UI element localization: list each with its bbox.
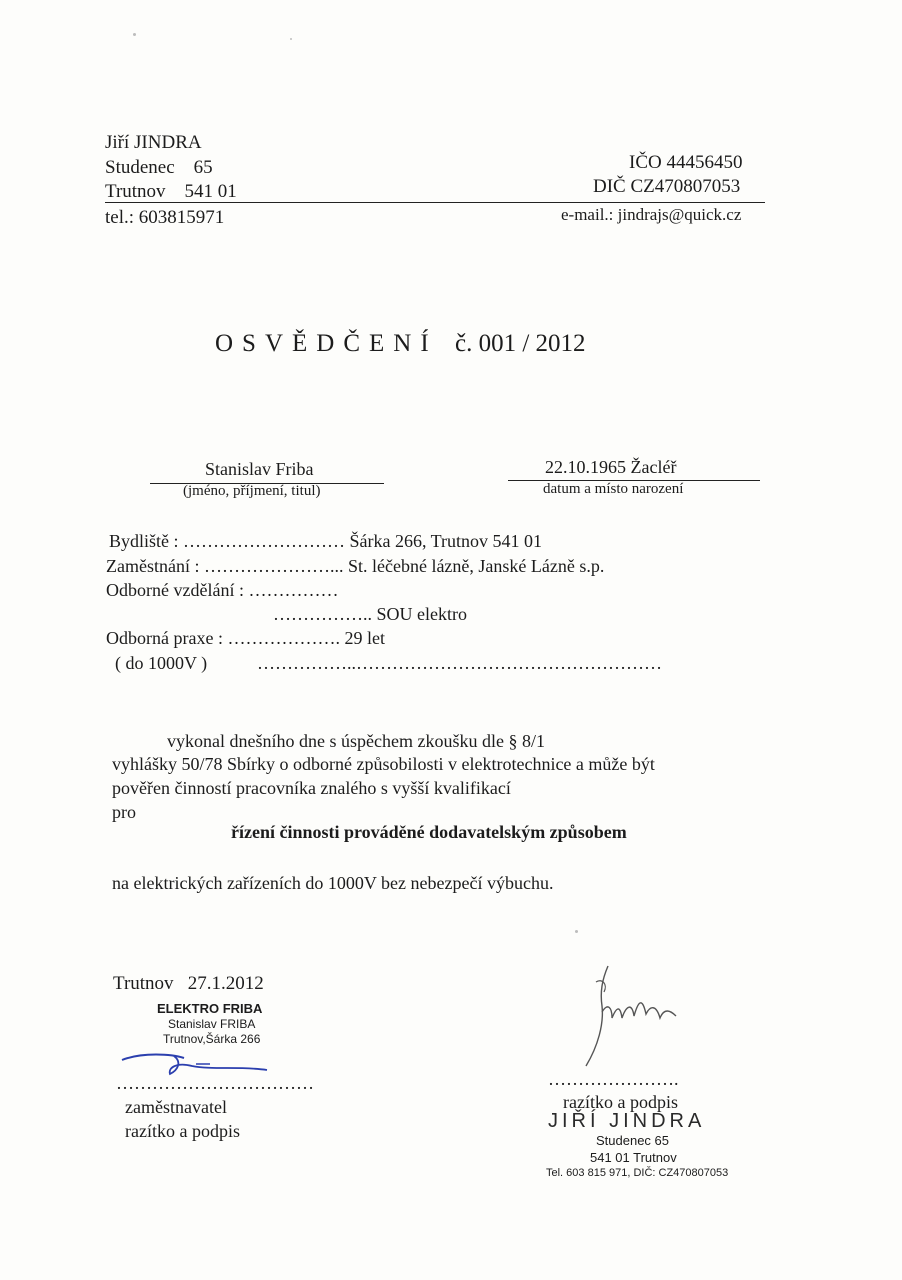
issuer-ico: IČO 44456450 xyxy=(629,152,743,173)
issuer-name: Jiří JINDRA xyxy=(105,132,202,153)
scan-speck xyxy=(575,930,578,933)
issuer-email: e-mail.: jindrajs@quick.cz xyxy=(561,205,742,224)
person-name: Stanislav Friba xyxy=(205,459,314,479)
header-rule xyxy=(105,202,765,203)
right-stamp-city: 541 01 Trutnov xyxy=(590,1150,677,1165)
body-line-1: vykonal dnešního dne s úspěchem zkoušku dle § 8/1 xyxy=(167,731,545,751)
right-signature-dots: …………………. xyxy=(548,1069,679,1089)
left-stamp-company: ELEKTRO FRIBA xyxy=(157,1001,263,1016)
right-caption-stamp: razítko a podpis xyxy=(563,1092,678,1112)
field-bydliste: Bydliště : ……………………… Šárka 266, Trutnov 541 01 xyxy=(109,531,543,551)
left-caption-employer: zaměstnavatel xyxy=(125,1097,227,1117)
issuer-city: Trutnov 541 01 xyxy=(105,181,237,202)
field-do1000: ( do 1000V ) xyxy=(115,653,208,673)
field-praxe: Odborná praxe : ………………. 29 let xyxy=(106,628,385,648)
right-stamp-name: JIŘÍ JINDRA xyxy=(548,1110,706,1132)
left-signature-dots: …………………………… xyxy=(116,1073,314,1093)
issuer-signature xyxy=(572,962,692,1072)
body-line-4: pro xyxy=(112,802,136,822)
issuer-dic: DIČ CZ470807053 xyxy=(593,176,741,197)
scan-speck xyxy=(133,33,136,36)
scan-speck xyxy=(290,38,292,40)
field-vzdelani: Odborné vzdělání : …………… xyxy=(106,580,339,600)
right-stamp-street: Studenec 65 xyxy=(596,1133,670,1148)
right-stamp-contact: Tel. 603 815 971, DIČ: CZ470807053 xyxy=(546,1167,729,1179)
place-date: Trutnov 27.1.2012 xyxy=(113,973,264,994)
left-caption-stamp: razítko a podpis xyxy=(125,1121,240,1141)
body-line-3: pověřen činností pracovníka znalého s vyšší kvalifikací xyxy=(112,778,511,798)
body-line-5: na elektrických zařízeních do 1000V bez nebezpečí výbuchu. xyxy=(112,873,554,893)
field-zamestnani: Zaměstnání : …………………... St. léčebné lázně, Janské Lázně s.p. xyxy=(106,556,605,576)
document-title: OSVĚDČENÍ xyxy=(215,330,438,357)
issuer-street: Studenec 65 xyxy=(105,157,213,178)
document-number: č. 001 / 2012 xyxy=(455,330,586,357)
body-bold-line: řízení činnosti prováděné dodavatelským způsobem xyxy=(231,822,627,842)
field-do1000-dots: ……………..…………………………………………… xyxy=(257,653,662,673)
field-vzdelani-value: …………….. SOU elektro xyxy=(273,604,467,624)
person-name-caption: (jméno, příjmení, titul) xyxy=(183,483,321,499)
body-line-2: vyhlášky 50/78 Sbírky o odborné způsobilosti v elektrotechnice a může být xyxy=(112,754,655,774)
left-stamp-address: Trutnov,Šárka 266 xyxy=(163,1032,261,1046)
person-birth: 22.10.1965 Žacléř xyxy=(545,457,677,477)
person-birth-caption: datum a místo narození xyxy=(543,481,684,497)
left-stamp-person: Stanislav FRIBA xyxy=(168,1017,256,1031)
issuer-phone: tel.: 603815971 xyxy=(105,207,225,228)
